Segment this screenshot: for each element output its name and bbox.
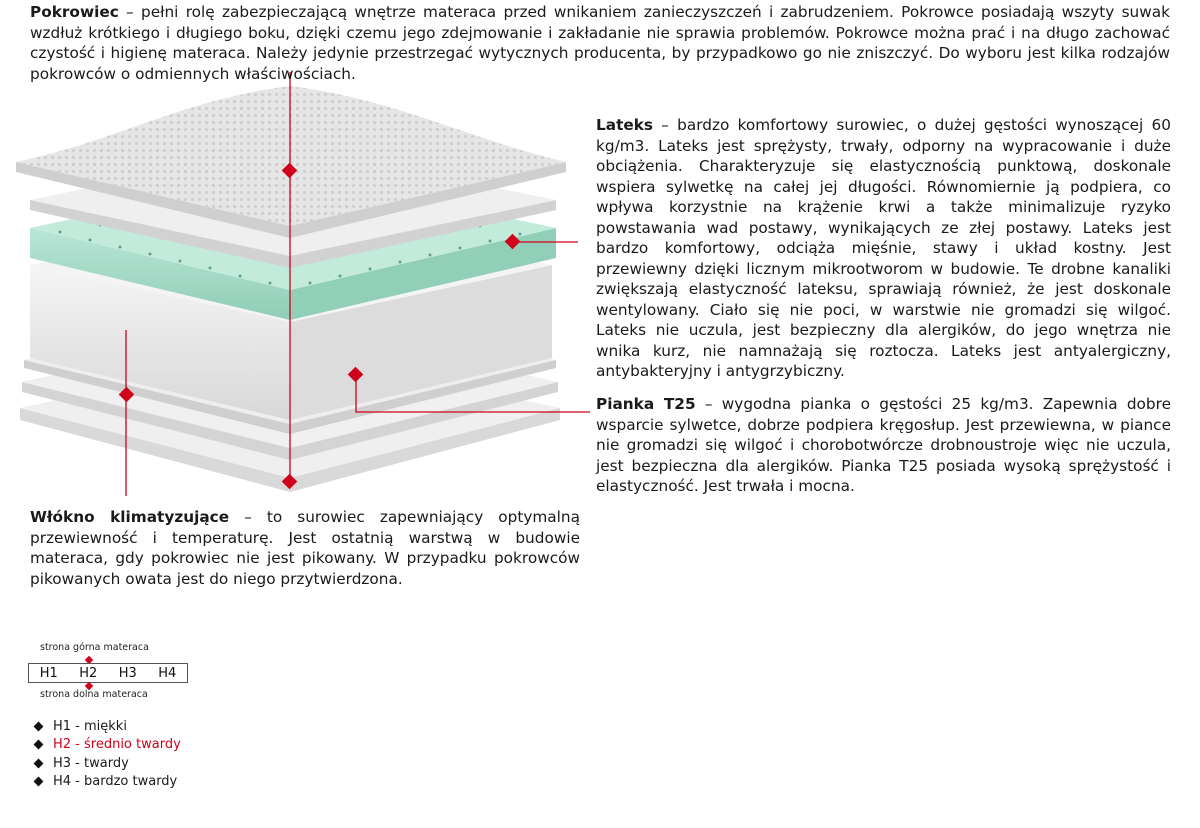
bottom-side-label: strona dolna materaca	[40, 689, 148, 700]
hardness-scale	[28, 640, 248, 700]
hardness-level-selected: H2	[79, 665, 98, 681]
fiber-text: – to surowiec zapewniający optymalną przewiewność i temperaturę. Jest ostatnią warstwą w budowie materaca, gdy pokrowiec nie jest pikowany. W przypadku pokrowców pikowanych owata jest do niego przytwierdzona.	[30, 508, 581, 588]
top-side-label: strona górna materaca	[40, 642, 149, 653]
latex-term: Lateks	[596, 116, 654, 134]
diamond-bullet-icon	[34, 777, 44, 787]
diamond-bullet-icon	[34, 740, 44, 750]
hardness-level: H4	[158, 665, 177, 681]
legend-label: H2 - średnio twardy	[53, 737, 181, 753]
foam-text: – wygodna pianka o gęstości 25 kg/m3. Zapewnia dobre wsparcie sylwetce, dobrze podpiera kręgosłup. Jest przewiewna, w piance nie gromadzi się wilgoć i chorobotwórcze drobnoustroje więc nie uczula, jest bezpieczna dla alergików. Pianka T25 posiada wysoką sprężystość i elastyczność. Jest trwała i mocna.	[596, 395, 1171, 495]
foam-term: Pianka T25	[596, 395, 696, 413]
hardness-legend	[32, 717, 181, 791]
fiber-term: Włókno klimatyzujące	[30, 508, 230, 526]
legend-label: H4 - bardzo twardy	[53, 774, 178, 790]
cover-term: Pokrowiec	[30, 3, 119, 21]
legend-item-selected	[32, 736, 181, 755]
hardness-level: H1	[39, 665, 58, 681]
diamond-bullet-icon	[34, 758, 44, 768]
hardness-level: H3	[118, 665, 137, 681]
legend-item	[32, 717, 181, 736]
legend-item	[32, 773, 181, 792]
cover-description	[30, 2, 1170, 84]
latex-description	[596, 115, 1171, 382]
legend-label: H1 - miękki	[53, 718, 127, 734]
legend-label: H3 - twardy	[53, 755, 129, 771]
hardness-levels	[28, 663, 188, 683]
cover-text: – pełni rolę zabezpieczającą wnętrze materaca przed wnikaniem zanieczyszczeń i zabrudzeniem. Pokrowce posiadają wszyty suwak wzdłuż krótkiego i długiego boku, dzięki czemu jego zdejmowanie i zakładanie nie sprawia problemów. Pokrowce można prać i na długo zachować czystość i higienę materaca. Należy jedynie przestrzegać wytycznych producenta, by przypadkowo go nie zniszczyć. Do wyboru jest kilka rodzajów pokrowców o odmiennych właściwościach.	[30, 3, 1170, 83]
diamond-bullet-icon	[34, 721, 44, 731]
fiber-description	[30, 507, 580, 589]
legend-item	[32, 754, 181, 773]
latex-text: – bardzo komfortowy surowiec, o dużej gęstości wynoszącej 60 kg/m3. Lateks jest sprężysty, trwały, odporny na wypracowanie i duże obciążenia. Charakteryzuje się elastycznością punktową, doskonale wspiera sylwetkę na całej jej długości. Równomiernie ją podpiera, co wpływa korzystnie na krążenie krwi a także minimalizuje ryzyko powstawania wad postawy, wynikających ze złej postawy. Lateks jest bardzo komfortowy, odciąża mięśnie, stawy i układ kostny. Jest przewiewny dzięki licznym mikrootworom w budowie. Te drobne kanaliki zwiększają elastyczność lateksu, sprawiają również, że jest doskonale wentylowany. Ciało się nie poci, w warstwie nie gromadzi się wilgoć. Lateks nie uczula, jest bezpieczny dla alergików, do jego wnętrza nie wnika kurz, nie namnażają się roztocza. Lateks jest antyalergiczny, antybakteryjny i antygrzybiczny.	[596, 116, 1171, 380]
foam-description	[596, 394, 1171, 497]
